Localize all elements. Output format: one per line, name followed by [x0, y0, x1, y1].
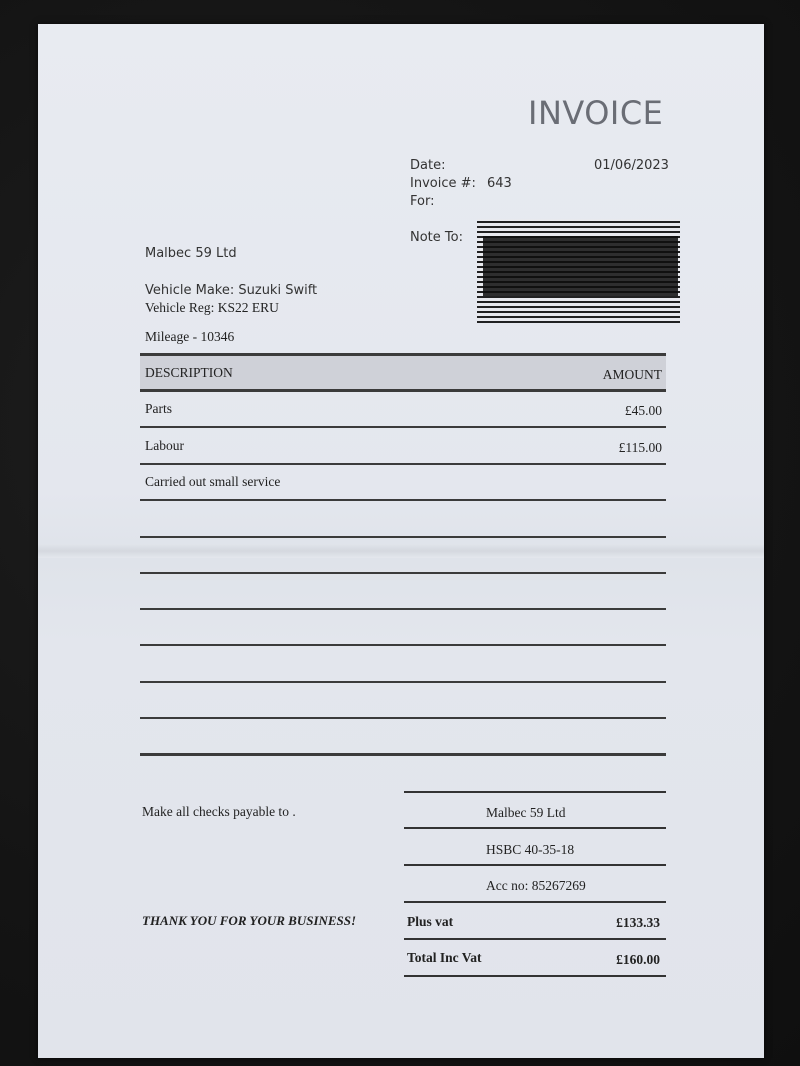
summary-rule	[404, 901, 666, 903]
empty-row-rule	[140, 608, 666, 610]
invoice-number-value: 643	[487, 176, 512, 191]
description-header: DESCRIPTION	[145, 365, 233, 380]
checks-payable-label: Make all checks payable to .	[142, 804, 296, 819]
row-description: Parts	[145, 401, 172, 416]
for-label: For:	[410, 194, 435, 209]
row-rule	[140, 463, 666, 465]
empty-row-rule	[140, 572, 666, 574]
vat-label: Plus vat	[407, 914, 454, 929]
empty-row-rule	[140, 644, 666, 646]
empty-row-rule	[140, 681, 666, 683]
row-amount: £45.00	[624, 403, 662, 418]
total-label: Total Inc Vat	[407, 950, 482, 965]
row-description: Labour	[145, 438, 184, 453]
table-bottom-rule	[140, 753, 666, 756]
empty-row-rule	[140, 536, 666, 538]
summary-rule	[404, 791, 666, 793]
note-to-label: Note To:	[410, 230, 463, 245]
invoice-paper	[38, 24, 764, 1058]
summary-rule	[404, 864, 666, 866]
paper-fold	[38, 544, 764, 558]
thank-you-message: THANK YOU FOR YOUR BUSINESS!	[142, 913, 357, 928]
vehicle-make: Vehicle Make: Suzuki Swift	[145, 283, 318, 298]
row-amount: £115.00	[618, 440, 662, 455]
payee-name: Malbec 59 Ltd	[486, 805, 566, 820]
total-value: £160.00	[616, 952, 660, 967]
mileage: Mileage - 10346	[145, 329, 235, 344]
redacted-address-block	[483, 236, 678, 296]
table-header-rule	[140, 389, 666, 392]
invoice-title: INVOICE	[528, 94, 664, 132]
row-description: Carried out small service	[145, 474, 281, 489]
summary-rule	[404, 938, 666, 940]
vehicle-reg: Vehicle Reg: KS22 ERU	[145, 300, 279, 315]
vat-value: £133.33	[616, 915, 660, 930]
table-top-rule	[140, 353, 666, 356]
company-name: Malbec 59 Ltd	[145, 246, 237, 261]
account-number: Acc no: 85267269	[486, 878, 586, 893]
empty-row-rule	[140, 717, 666, 719]
summary-rule	[404, 975, 666, 977]
row-rule	[140, 499, 666, 501]
date-label: Date:	[410, 158, 446, 173]
date-value: 01/06/2023	[594, 158, 669, 173]
amount-header: AMOUNT	[602, 367, 662, 382]
row-rule	[140, 426, 666, 428]
bank-sort-code: HSBC 40-35-18	[486, 842, 575, 857]
summary-rule	[404, 827, 666, 829]
invoice-number-label: Invoice #:	[410, 176, 476, 191]
